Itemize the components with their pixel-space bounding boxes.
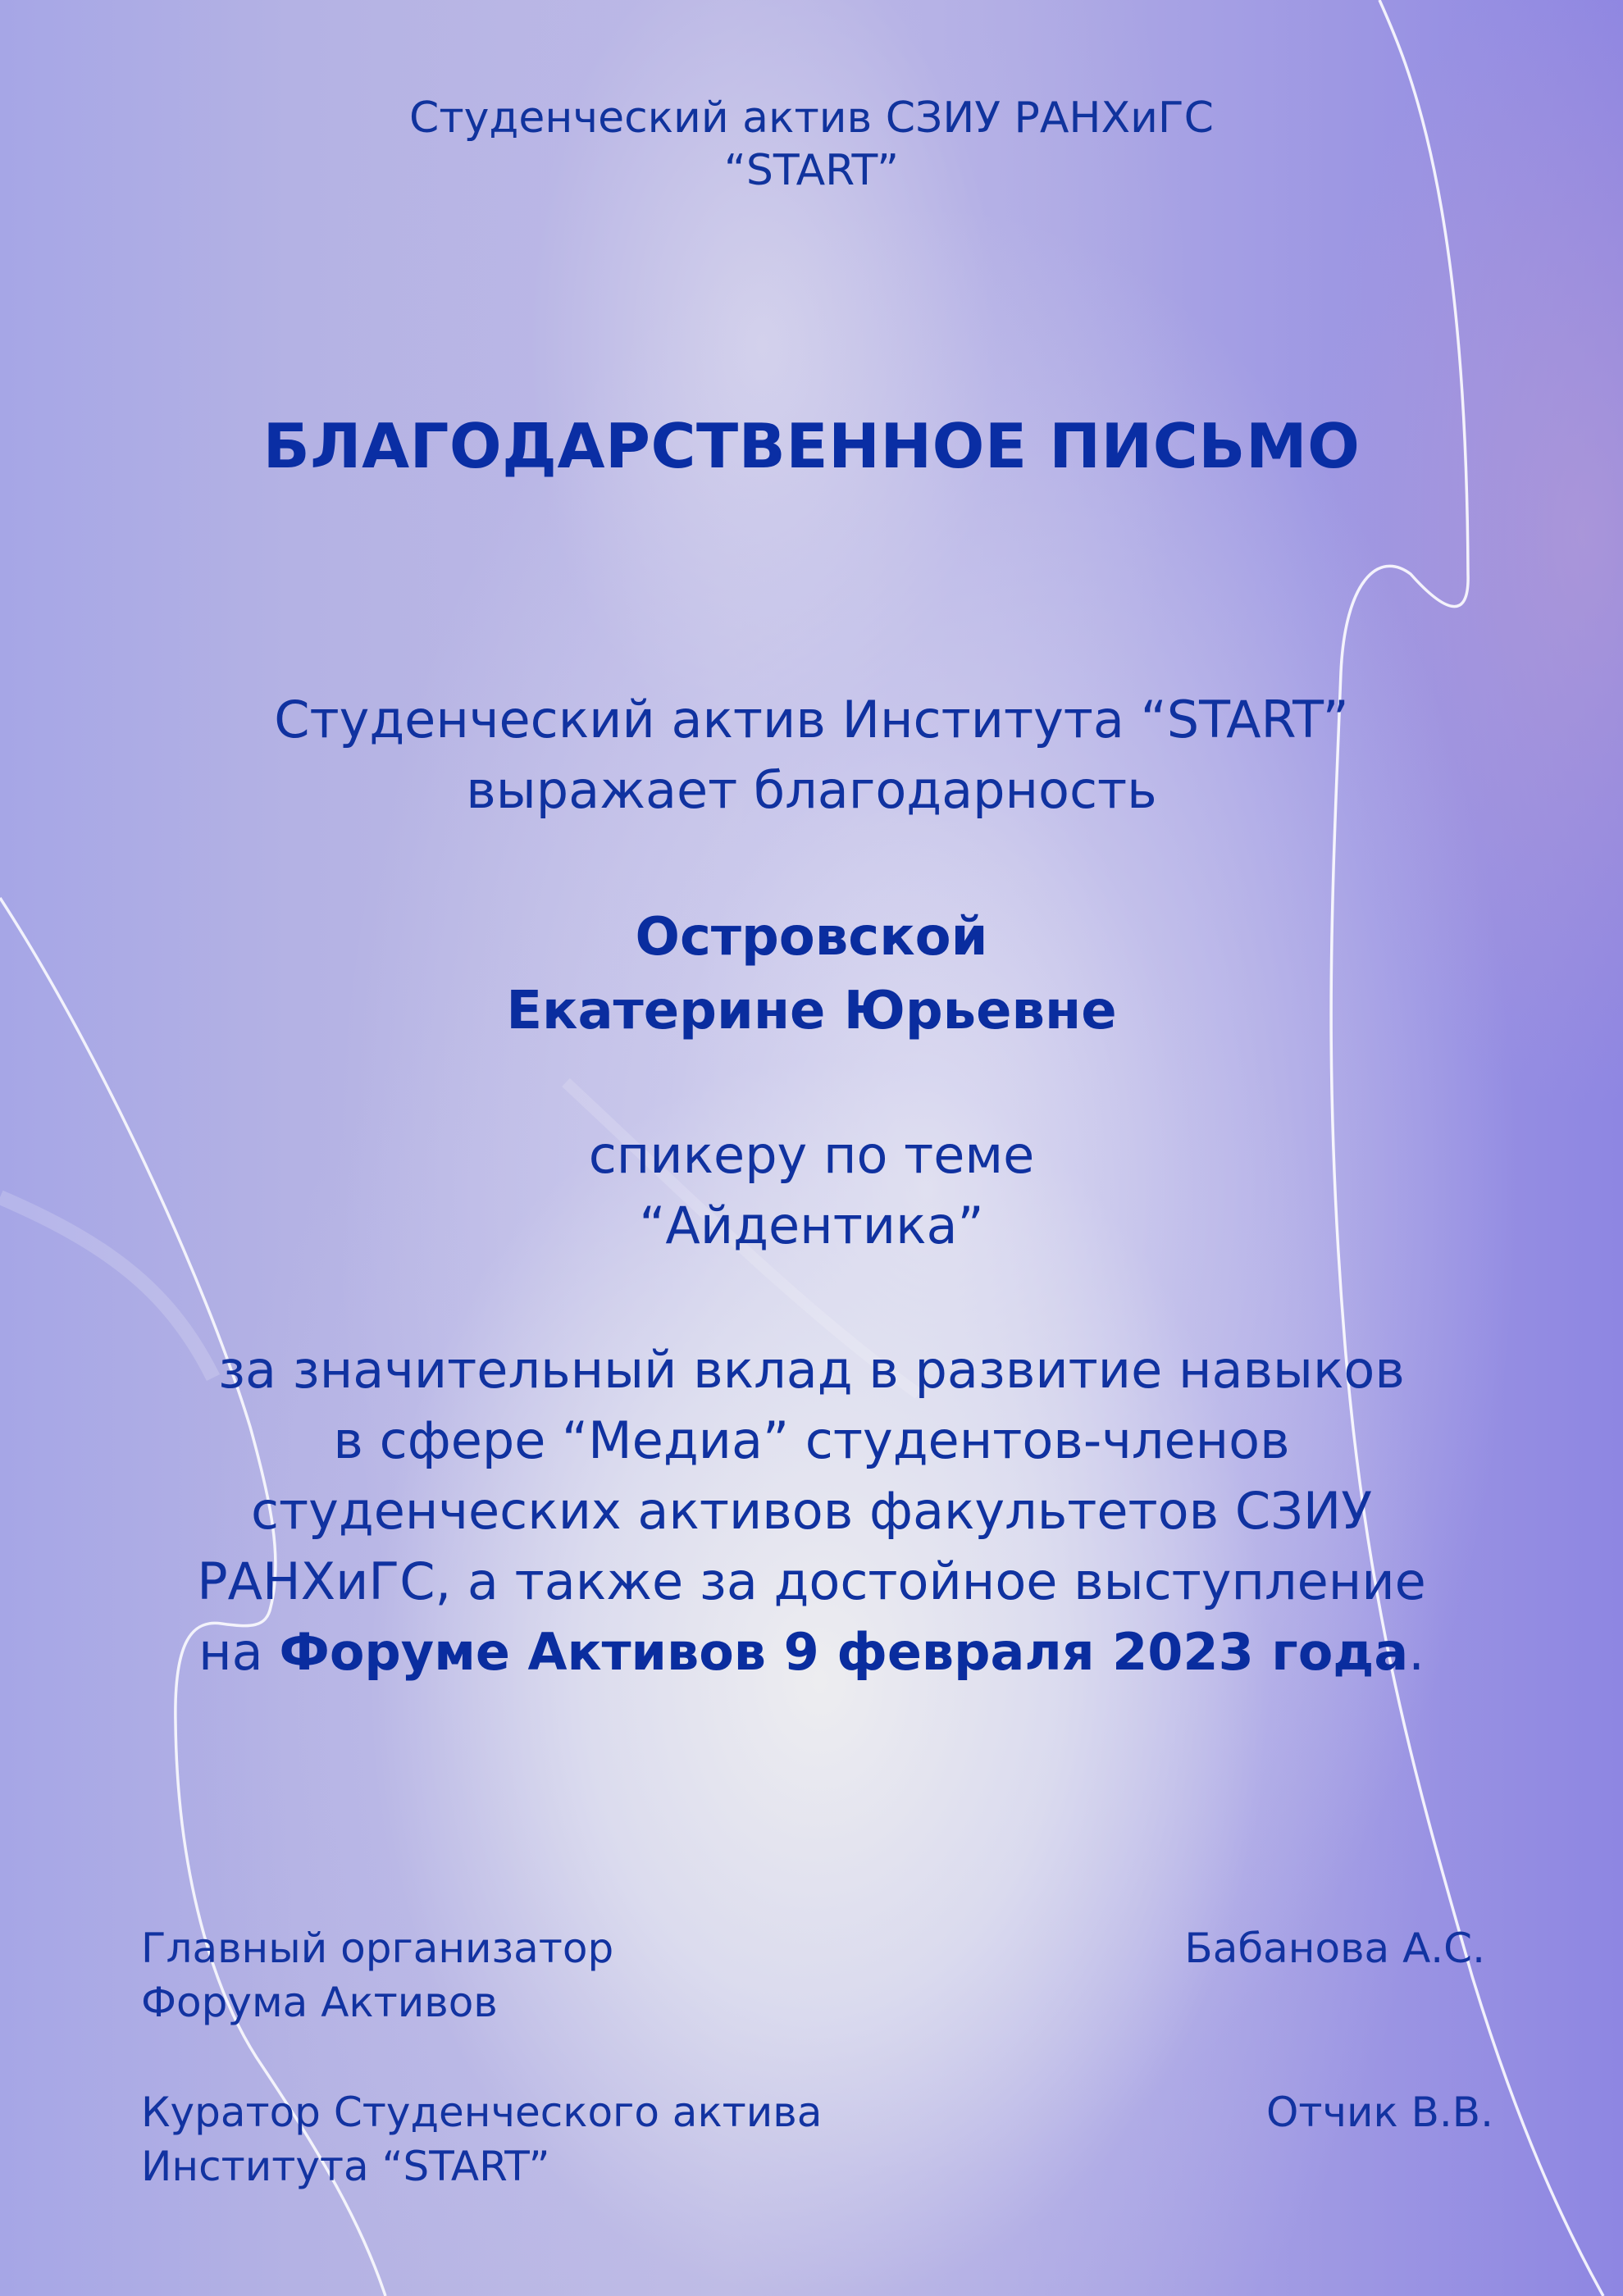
- topic-line-1: спикеру по теме: [588, 1125, 1035, 1185]
- signature-role-line-2: Института “START”: [141, 2143, 550, 2190]
- letter-intro: [0, 685, 1623, 826]
- reason-line-2: в сфере “Медиа” студентов-членов: [333, 1410, 1290, 1470]
- reason-line-5: [0, 1617, 1623, 1688]
- intro-line-1: Студенческий актив Института “START”: [274, 690, 1349, 749]
- signature-name-main-organizer: Бабанова А.С.: [1184, 1925, 1485, 1972]
- intro-line-2: выражает благодарность: [466, 760, 1157, 820]
- gratitude-reason: [0, 1335, 1623, 1688]
- signature-role-curator: [141, 2085, 822, 2194]
- signature-role-main-organizer: [141, 1921, 613, 2029]
- signature-name-curator: Отчик В.В.: [1265, 2089, 1493, 2136]
- recipient-name: [0, 900, 1623, 1048]
- reason-line-3: студенческих активов факультетов СЗИУ: [250, 1481, 1373, 1541]
- organization-name: Студенческий актив СЗИУ РАНХиГС: [409, 93, 1214, 143]
- signature-role-line-2: Форума Активов: [141, 1979, 498, 2026]
- recipient-given-name: Екатерине Юрьевне: [506, 981, 1117, 1041]
- reason-line-4: РАНХиГС, а также за достойное выступление: [197, 1551, 1426, 1611]
- letter-header: [0, 92, 1623, 197]
- reason-suffix: .: [1408, 1622, 1425, 1682]
- letter-title: БЛАГОДАРСТВЕННОЕ ПИСЬМО: [262, 410, 1361, 482]
- forum-event: Форуме Активов 9 февраля 2023 года: [279, 1622, 1409, 1682]
- recipient-surname: Островской: [635, 907, 988, 968]
- reason-prefix: на: [198, 1622, 280, 1682]
- organization-brand: “START”: [723, 146, 900, 195]
- topic-line-2: “Айдентика”: [639, 1196, 984, 1255]
- reason-line-1: за значительный вклад в развитие навыков: [218, 1340, 1405, 1400]
- signature-role-line-1: Куратор Студенческого актива: [141, 2089, 823, 2136]
- speaker-topic: [0, 1120, 1623, 1261]
- signature-role-line-1: Главный организатор: [141, 1925, 614, 1972]
